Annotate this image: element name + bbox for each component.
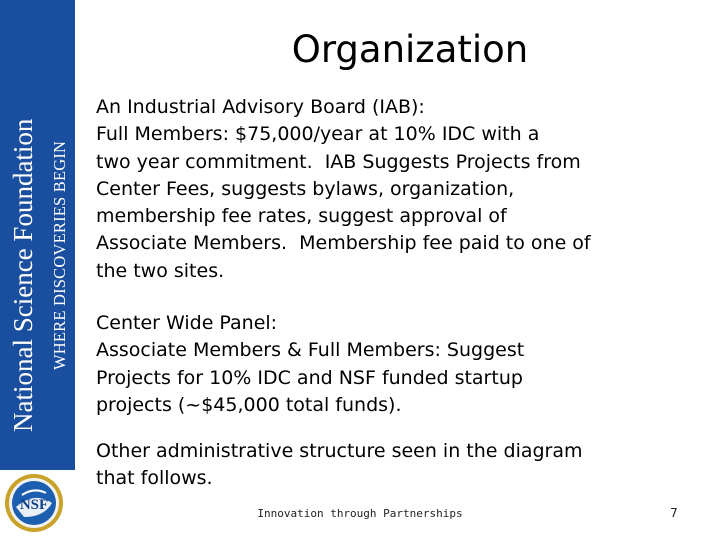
nsf-logo-icon — [4, 473, 64, 533]
org-name: National Science Foundation — [8, 118, 38, 432]
tagline: WHERE DISCOVERIES BEGIN — [50, 140, 69, 370]
paragraph-iab: An Industrial Advisory Board (IAB): Full Members: $75,000/year at 10% IDC with a two year commitment. IAB Suggests Projects from Center Fees, suggests bylaws, organization, membership fee rates, suggest approval of Associate Members. Membership fee paid to one of the two sites. — [96, 96, 591, 282]
sidebar-band — [0, 0, 75, 470]
page-number: 7 — [670, 506, 678, 520]
footer-text: Innovation through Partnerships — [257, 507, 463, 520]
paragraph-admin-structure: Other administrative structure seen in the diagram that follows. — [96, 440, 583, 490]
paragraph-center-panel: Center Wide Panel: Associate Members & Full Members: Suggest Projects for 10% IDC and NSF funded startup projects (~$45,000 total funds). — [96, 312, 525, 416]
sidebar — [0, 0, 75, 540]
slide-title: Organization — [291, 28, 529, 71]
svg-text:NSF: NSF — [19, 497, 49, 513]
